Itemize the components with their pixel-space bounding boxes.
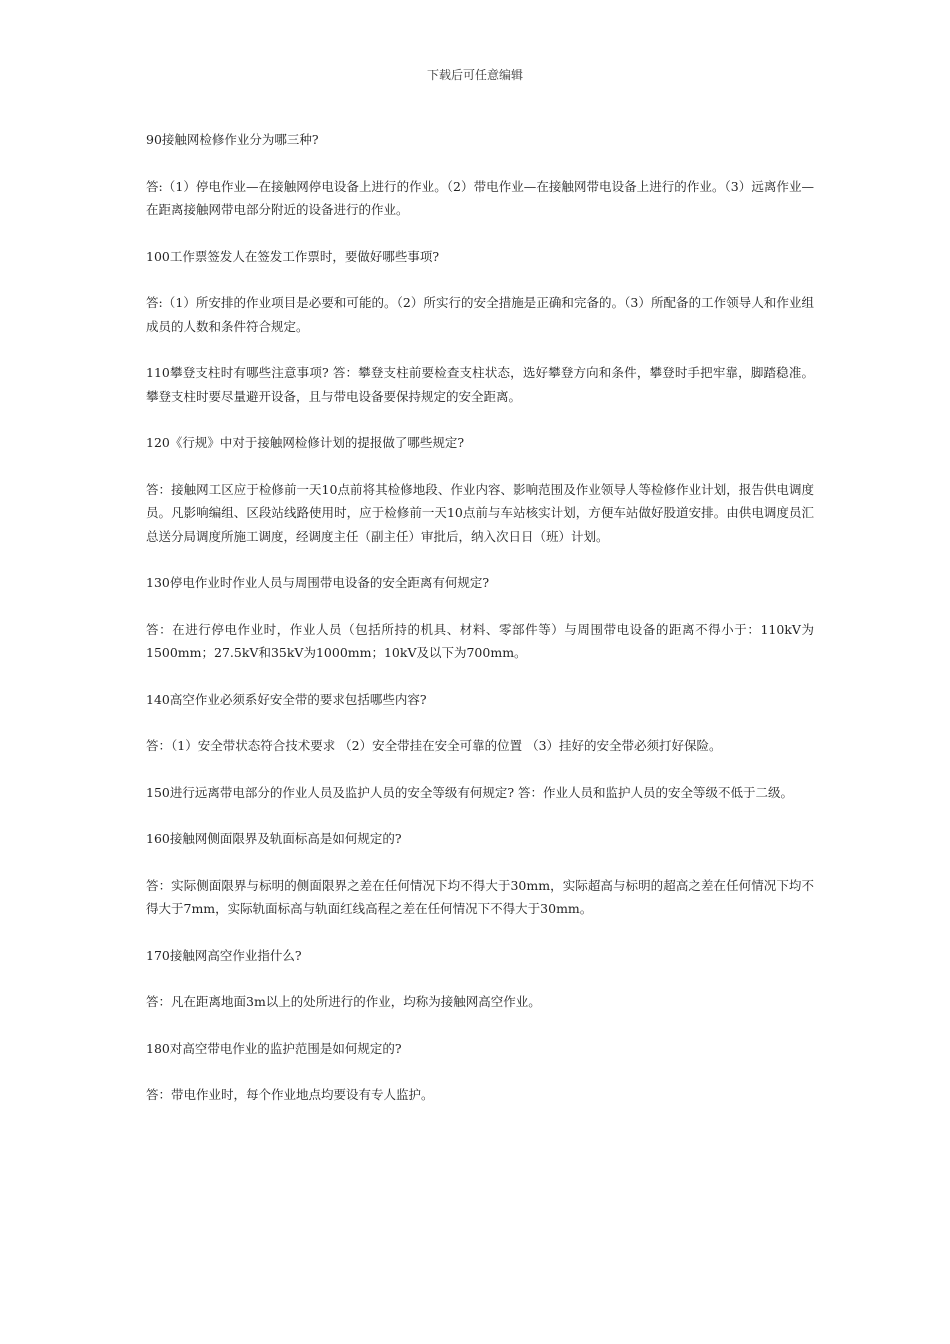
document-body bbox=[146, 128, 814, 1130]
answer-paragraph: 答：（1）安全带状态符合技术要求 （2）安全带挂在安全可靠的位置 （3）挂好的安全带必须打好保险。 bbox=[146, 738, 722, 753]
question-paragraph: 160接触网侧面限界及轨面标高是如何规定的? bbox=[146, 831, 402, 846]
question-paragraph: 170接触网高空作业指什么? bbox=[146, 947, 302, 963]
question-paragraph: 100工作票签发人在签发工作票时，要做好哪些事项? bbox=[146, 248, 440, 264]
answer-paragraph: 答:（1）停电作业—在接触网停电设备上进行的作业。（2）带电作业—在接触网带电设备上进行的作业。（3）远离作业—在距离接触网带电部分附近的设备进行的作业。 bbox=[146, 178, 814, 217]
question-paragraph: 180对高空带电作业的监护范围是如何规定的? bbox=[146, 1040, 402, 1056]
answer-paragraph: 答：接触网工区应于检修前一天10点前将其检修地段、作业内容、影响范围及作业领导人等检修作业计划，报告供电调度员。凡影响编组、区段站线路使用时，应于检修前一天10点前与车站核实计划，方便车站做好股道安排。由供电调度员汇总送分局调度所施工调度，经调度主任（副主任）审批后，纳入次日日（班）计划。 bbox=[146, 481, 814, 544]
answer-paragraph: 答:（1）所安排的作业项目是必要和可能的。（2）所实行的安全措施是正确和完备的。（3）所配备的工作领导人和作业组成员的人数和条件符合规定。 bbox=[146, 295, 814, 334]
question-paragraph: 90接触网检修作业分为哪三种? bbox=[146, 132, 319, 147]
page-header: 下载后可任意编辑 bbox=[426, 68, 523, 82]
question-answer-paragraph: 110攀登支柱时有哪些注意事项? 答：攀登支柱前要检查支柱状态，选好攀登方向和条件，攀登时手把牢靠，脚踏稳准。攀登支柱时要尽量避开设备，且与带电设备要保持规定的安全距离。 bbox=[146, 365, 814, 404]
answer-paragraph: 答：实际侧面限界与标明的侧面限界之差在任何情况下均不得大于30mm，实际超高与标明的超高之差在任何情况下均不得大于7mm，实际轨面标高与轨面红线高程之差在任何情况下不得大于30mm。 bbox=[146, 877, 814, 916]
question-paragraph: 130停电作业时作业人员与周围带电设备的安全距离有何规定? bbox=[146, 575, 490, 590]
answer-paragraph: 答：凡在距离地面3m以上的处所进行的作业，均称为接触网高空作业。 bbox=[146, 994, 541, 1009]
answer-paragraph: 答：带电作业时，每个作业地点均要设有专人监护。 bbox=[146, 1087, 434, 1102]
question-paragraph: 120《行规》中对于接触网检修计划的提报做了哪些规定? bbox=[146, 435, 465, 450]
answer-paragraph: 答：在进行停电作业时，作业人员（包括所持的机具、材料、零部件等）与周围带电设备的距离不得小于：110kV为1500mm；27.5kV和35kV为1000mm；10kV及以下为700mm。 bbox=[146, 621, 814, 660]
question-paragraph: 140高空作业必须系好安全带的要求包括哪些内容? bbox=[146, 691, 427, 707]
question-answer-paragraph: 150进行远离带电部分的作业人员及监护人员的安全等级有何规定? 答：作业人员和监护人员的安全等级不低于二级。 bbox=[146, 784, 794, 800]
